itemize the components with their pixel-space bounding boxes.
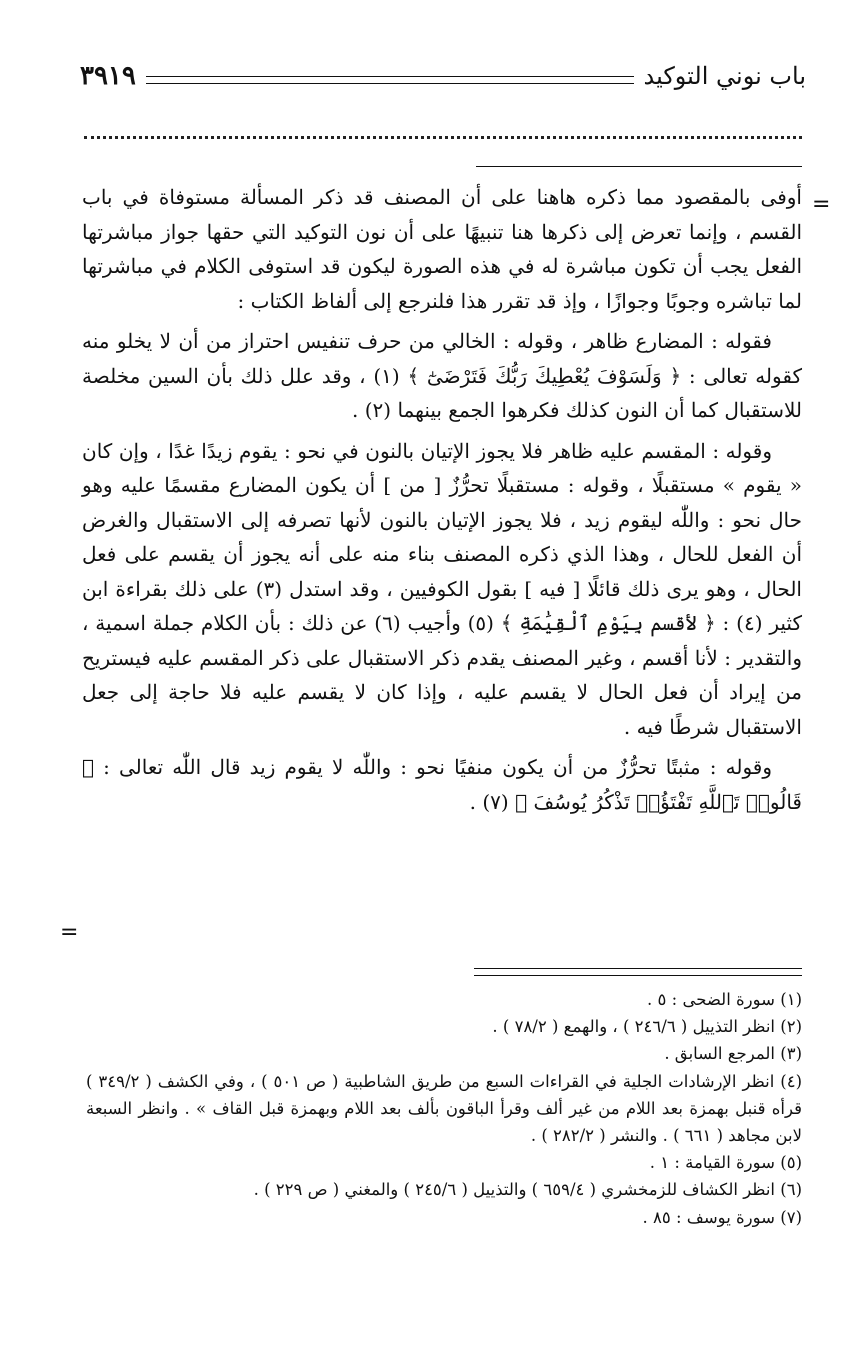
- footnote-2: (٢) انظر التذييل ( ٢٤٦/٦ ) ، والهمع ( ٧٨/٢ ) .: [492, 1017, 802, 1037]
- page-number: ٣٩١٩: [80, 61, 136, 91]
- footnote-5: (٥) سورة القيامة : ١ .: [649, 1153, 802, 1173]
- dotted-separator: [84, 136, 802, 139]
- footnote-3: (٣) المرجع السابق .: [664, 1044, 802, 1064]
- paragraph-mudari: فقوله : المضارع ظاهر ، وقوله : الخالي من حرف تنفيس احتراز من أن لا يخلو منه كقوله تعالى : ﴿ وَلَسَوْفَ يُعْطِيكَ رَبُّكَ فَتَرْضَىٰٓ ﴾ (١) ، وقد علل ذلك بأن السين مخلصة للاستقبال كما أن النون كذلك فكرهوا الجمع بينهما (٢) .: [82, 329, 802, 422]
- paragraph-continuation: أوفى بالمقصود مما ذكره هاهنا على أن المصنف قد ذكر المسألة مستوفاة في باب القسم ، وإنما تعرض إلى ذكرها هنا تنبيهًا على أن نون التوكيد التي حقها جواز مباشرتها الفعل يجب أن تكون مباشرة له في هذه الصورة ليكون قد استوفى الكلام في مباشرتها لما تباشره وجوبًا وجوازًا ، وإذ قد تقرر هذا فلنرجع إلى ألفاظ الكتاب :: [82, 185, 802, 313]
- paragraph-muthbat: وقوله : مثبتًا تحرُّزٌ من أن يكون منفيًا نحو : واللّٰه لا يقوم زيد قال اللّٰه تعالى : ﴿ قَالُوا۟ تَٱللَّهِ تَفْتَؤُا۟ تَذْكُرُ يُوسُفَ ﴾ (٧) .: [82, 755, 802, 814]
- footnote-4: (٤) انظر الإرشادات الجلية في القراءات السبع من طريق الشاطبية ( ص ٥٠١ ) ، وفي الكشف ( ٣٤٩/٢ ) قرأه قنبل بهمزة بعد اللام من غير ألف وقرأ الباقون بألف بعد اللام وبهمزة قبل القاف » . وانظر السبعة لابن مجاهد ( ٦٦١ ) . والنشر ( ٢٨٢/٢ ) .: [86, 1071, 802, 1146]
- header-rule: [146, 76, 634, 84]
- page-header: [80, 58, 806, 94]
- continuation-mark-top: =: [812, 192, 831, 217]
- footnote-1: (١) سورة الضحى : ٥ .: [647, 990, 802, 1009]
- continuation-mark-bottom: =: [60, 920, 79, 945]
- footnote-7: (٧) سورة يوسف : ٨٥ .: [642, 1207, 802, 1227]
- main-text: [82, 180, 802, 825]
- footnote-6: (٦) انظر الكشاف للزمخشري ( ٦٥٩/٤ ) والتذييل ( ٢٤٥/٦ ) والمغني ( ص ٢٢٩ ) .: [253, 1180, 802, 1200]
- footnote-rule: [474, 968, 802, 976]
- footnotes: [86, 986, 802, 1231]
- top-rule: [476, 166, 802, 167]
- chapter-title: باب نوني التوكيد: [643, 62, 806, 90]
- paragraph-muqsam-alayh: وقوله : المقسم عليه ظاهر فلا يجوز الإتيان بالنون في نحو : يقوم زيدًا غدًا ، وإن كان « يقوم » مستقبلًا ، وقوله : مستقبلًا تحرُّزٌ [ من ] أن يكون المضارع مقسمًا عليه وهو حال نحو : واللّٰه ليقوم زيد ، فلا يجوز الإتيان بالنون لأنها تصرفه إلى الاستقبال والغرض أن الفعل للحال ، وهذا الذي ذكره المصنف بناء منه على أنه يجوز أن يقسم على فعل الحال ، وهو يرى ذلك قائلًا [ فيه ] بقول الكوفيين ، وقد استدل (٣) على ذلك بقراءة ابن كثير (٤) : ﴿ لأقسم بِيَوْمِ ٱلْقِيَٰمَةِ ﴾ (٥) وأجيب (٦) عن ذلك : بأن الكلام جملة اسمية ، والتقدير : لأنا أقسم ، وغير المصنف يقدم ذكر الاستقبال على ذكر المقسم عليه فيستريح من إيراد أن فعل الحال لا يقسم عليه ، وإذا كان لا يقسم عليه فلا حاجة إلى جعل الاستقبال شرطًا فيه .: [82, 438, 802, 739]
